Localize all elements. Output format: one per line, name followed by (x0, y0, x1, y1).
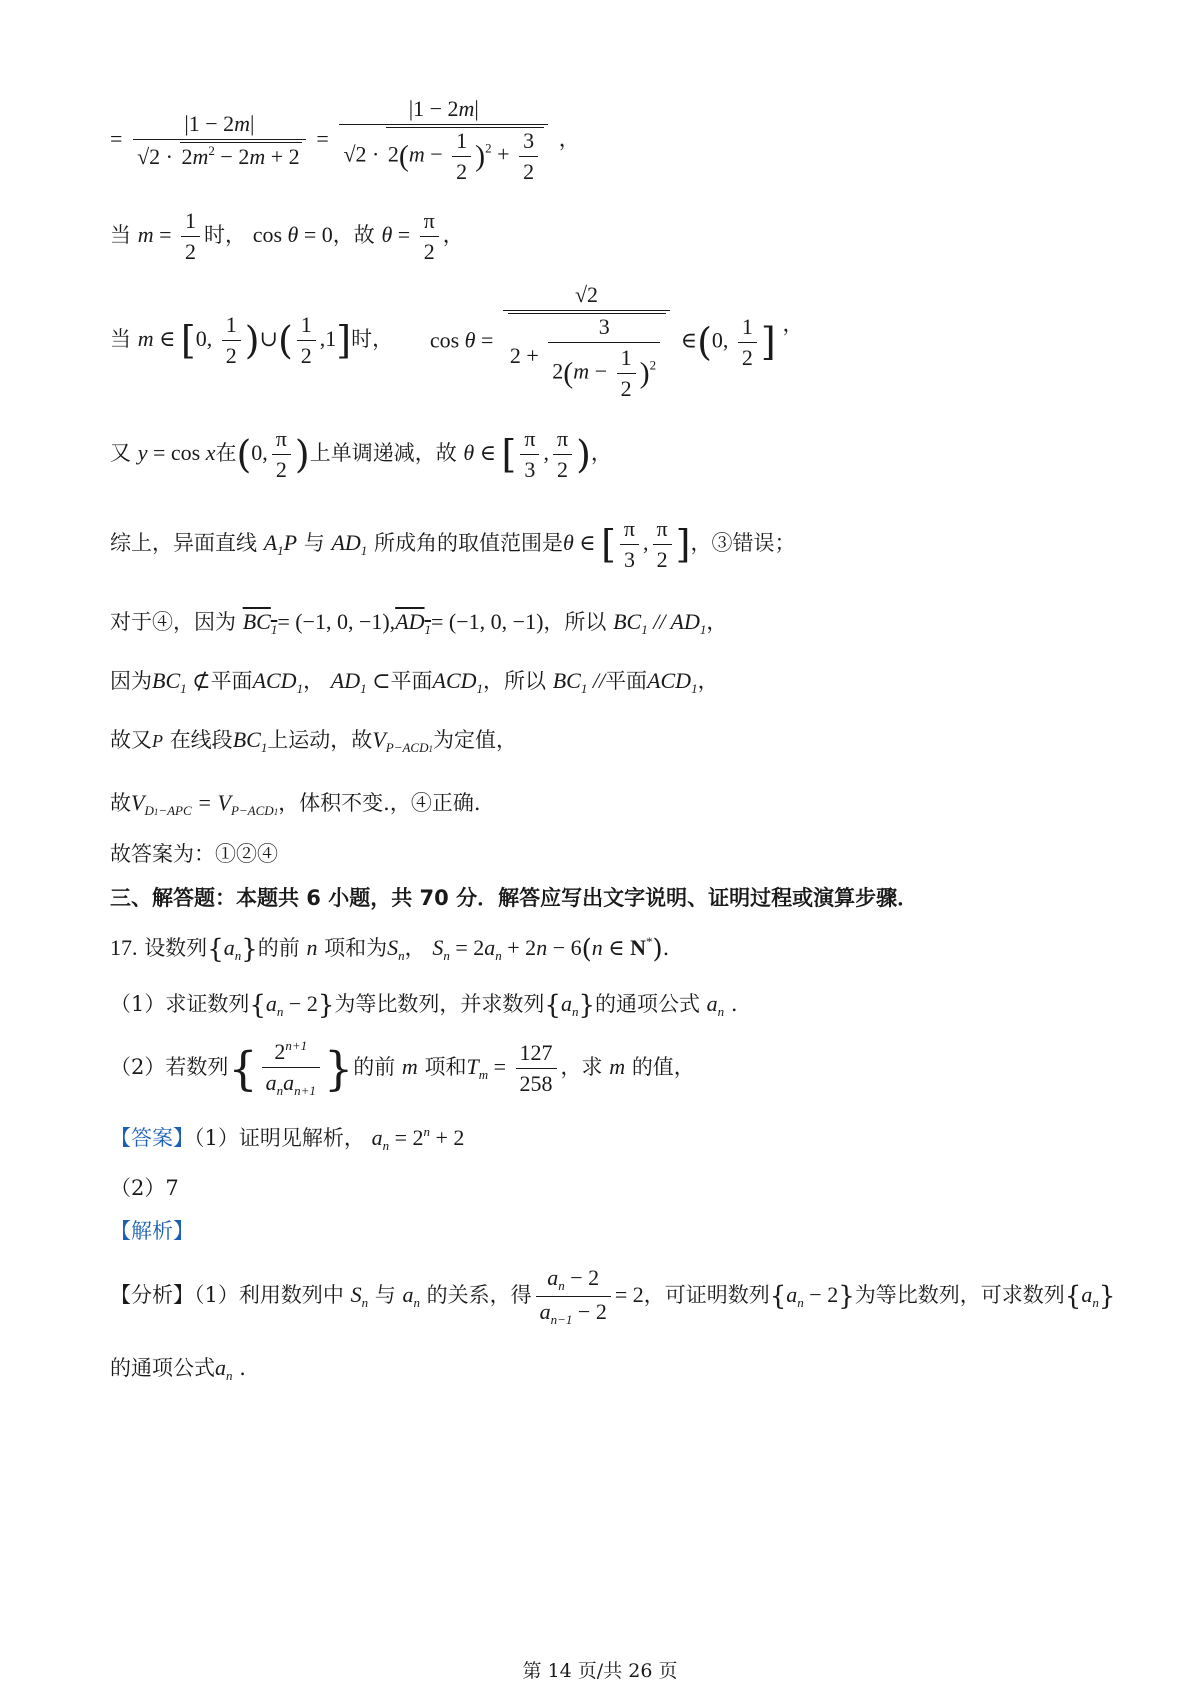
equation-line-4: 又 y = cos x在(0, $\frac{\pi}{2}$ )上单调递减，故 θ ∈ [ $\frac{\pi}{3}$ , $\frac{\pi}{2}$ )， (110, 426, 612, 482)
question-17-part-2: （2）若数列{ $\frac{2^{n+1}}{a_na_{n+1}}$ }的前 m 项和$T_m$ = $\frac{127}{258}$ ，求 m 的值， (110, 1038, 695, 1098)
equation-line-1: = $\frac{|1 - 2m|}{√2 \cdot 2m^2 - 2m + 2}$ = |1 − 2m| √2 · 2(m − $\frac{1}{2}$ )$^2$ + $\frac{3}{2}$ ， (110, 96, 580, 184)
analysis-line-cont: 的通项公式$a_n$ . (110, 1355, 246, 1383)
equation-line-7: 因为$BC_1$ ⊄平面$ACD_1$， $AD_1$ ⊂平面$ACD_1$，所以 $BC_1$ //平面$ACD_1$， (110, 668, 719, 696)
question-17-part-1: （1）求证数列$\{a_n - 2\}$为等比数列，并求数列$\{a_n\}$的通项公式 $a_n$ . (110, 990, 738, 1021)
fraction-1: $\frac{|1 - 2m|}{√2 \cdot 2m^2 - 2m + 2}$ (133, 111, 306, 170)
equation-line-6: 对于④，因为 $BC_1= (-1$, 0, $-1),AD_1= (-1$, 0, −1)，所以 $BC_1 // AD_1$， (110, 609, 728, 637)
equation-line-9: 故$V_{D1-APC} = V_{P-ACD1}$，体积不变.，④正确. (110, 790, 481, 818)
question-17: 17. 设数列$\{a_n\}$的前 n 项和为$S_n$， $S_n = 2a_n + 2n - 6(n$ ∈ N*). (110, 934, 670, 965)
equation-line-5: 综上，异面直线 $A_1P$ 与 $AD_1$ 所成角的取值范围是θ ∈ [ $\frac{\pi}{3}$ , $\frac{\pi}{2}$ ]，③错误； (110, 516, 796, 572)
answer-tag: 【答案】 (110, 1126, 194, 1150)
analysis-line: 【分析】（1）利用数列中 $S_n$ 与 $a_n$ 的关系，得 $\frac{a_n - 2}{a_{n-1} - 2}$ = 2，可证明数列$\{a_n - 2\}$为等比数列，可求数列$\{a_n\}$ (110, 1265, 1116, 1327)
equation-line-8: 故又P 在线段$BC_1$上运动，故$V_{P-ACD1}$为定值， (110, 727, 517, 755)
final-answer-line: 故答案为：①②④ (110, 842, 278, 866)
equation-line-2: 当 m = $\frac{1}{2}$ 时， cos θ = 0，故 θ = $\frac{\pi}{2}$ ， (110, 208, 464, 264)
fraction-2: |1 − 2m| √2 · 2(m − $\frac{1}{2}$ )$^2$ + $\frac{3}{2}$ (339, 96, 548, 185)
equation-line-3: 当 m ∈ [0, $\frac{1}{2}$ )∪( $\frac{1}{2}$ ,1]时， cos θ = √2 2 + 3 2(m − $\frac{1}{2}$ )$^2$ ∈(0, $\frac{1}{2}$ ] ， (110, 282, 804, 401)
page-footer: 第 14 页/共 26 页 (522, 1660, 678, 1682)
answer-line: 【答案】（1）证明见解析， $a_n = 2^n + 2$ (110, 1124, 465, 1153)
answer-line-2: （2）7 (110, 1176, 179, 1200)
section-heading: 三、解答题：本题共 6 小题，共 70 分．解答应写出文字说明、证明过程或演算步骤． (110, 886, 919, 910)
analysis-tag: 【解析】 (110, 1219, 194, 1243)
